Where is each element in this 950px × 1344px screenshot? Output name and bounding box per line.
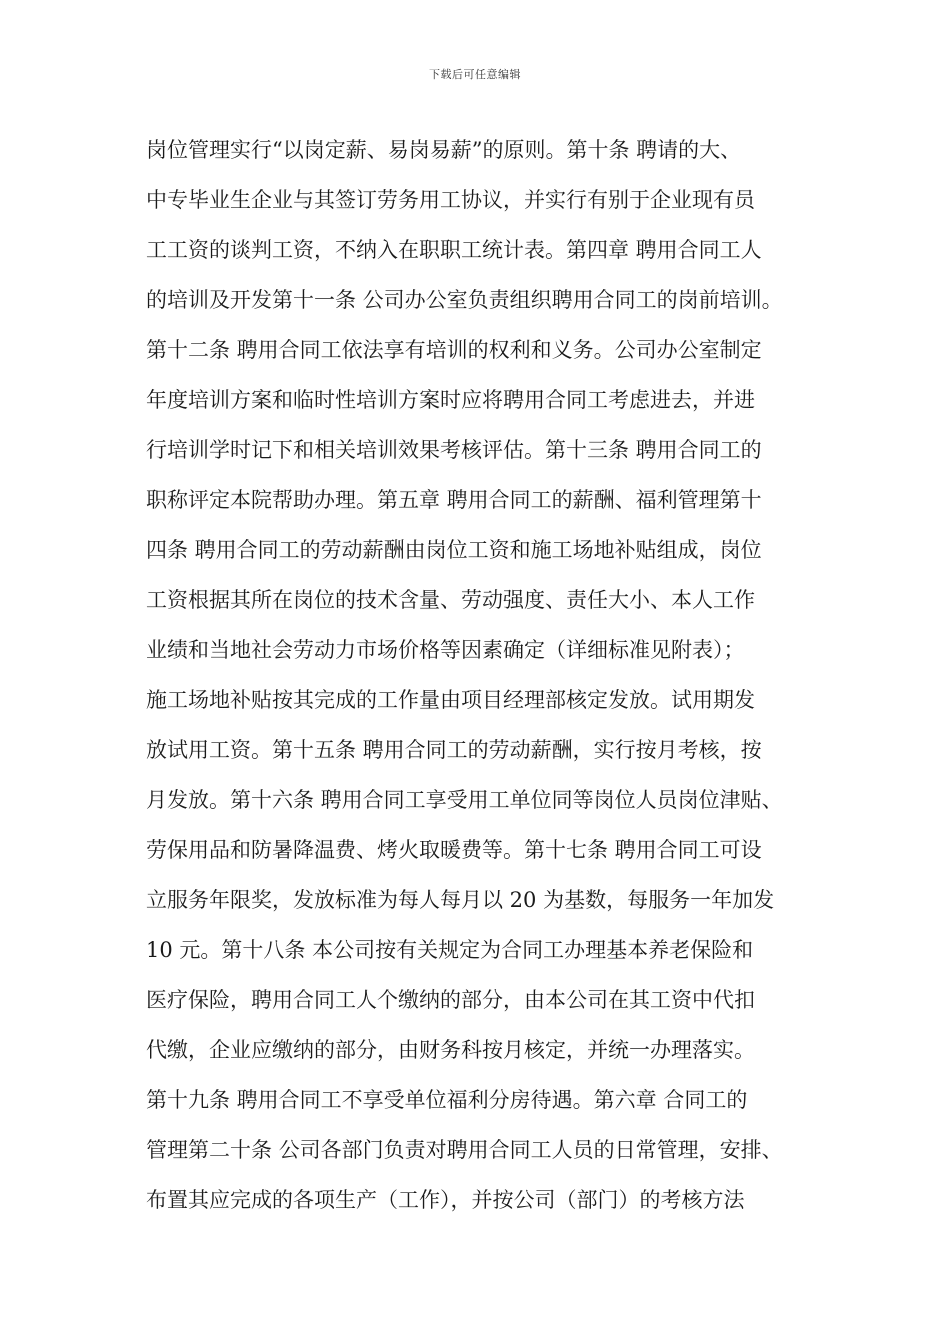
- text-line: 年度培训方案和临时性培训方案时应将聘用合同工考虑进去，并进: [146, 388, 755, 412]
- text-line: 施工场地补贴按其完成的工作量由项目经理部核定发放。试用期发: [146, 688, 755, 712]
- text-line: 第十二条 聘用合同工依法享有培训的权利和义务。公司办公室制定: [146, 338, 762, 362]
- text-line: 的培训及开发第十一条 公司办公室负责组织聘用合同工的岗前培训。: [146, 288, 783, 312]
- text-line: 10 元。第十八条 本公司按有关规定为合同工办理基本养老保险和: [146, 938, 754, 962]
- document-body: [146, 125, 826, 1225]
- text-line: 立服务年限奖，发放标准为每人每月以 20 为基数，每服务一年加发: [146, 888, 775, 912]
- text-line: 岗位管理实行“以岗定薪、易岗易薪”的原则。第十条 聘请的大、: [146, 138, 742, 162]
- text-line: 工资根据其所在岗位的技术含量、劳动强度、责任大小、本人工作: [146, 588, 755, 612]
- text-line: 第十九条 聘用合同工不享受单位福利分房待遇。第六章 合同工的: [146, 1088, 748, 1112]
- text-line: 业绩和当地社会劳动力市场价格等因素确定（详细标准见附表）；: [146, 638, 745, 662]
- text-line: 中专毕业生企业与其签订劳务用工协议，并实行有别于企业现有员: [146, 188, 755, 212]
- text-line: 劳保用品和防暑降温费、烤火取暖费等。第十七条 聘用合同工可设: [146, 838, 762, 862]
- text-line: 月发放。第十六条 聘用合同工享受用工单位同等岗位人员岗位津贴、: [146, 788, 783, 812]
- text-line: 四条 聘用合同工的劳动薪酬由岗位工资和施工场地补贴组成，岗位: [146, 538, 762, 562]
- text-line: 放试用工资。第十五条 聘用合同工的劳动薪酬，实行按月考核，按: [146, 738, 762, 762]
- text-line: 代缴，企业应缴纳的部分，由财务科按月核定，并统一办理落实。: [146, 1038, 755, 1062]
- text-line: 行培训学时记下和相关培训效果考核评估。第十三条 聘用合同工的: [146, 438, 762, 462]
- page-header: 下载后可任意编辑: [429, 68, 521, 81]
- text-line: 布置其应完成的各项生产（工作），并按公司（部门）的考核方法: [146, 1188, 745, 1212]
- text-line: 管理第二十条 公司各部门负责对聘用合同工人员的日常管理，安排、: [146, 1138, 783, 1162]
- text-line: 职称评定本院帮助办理。第五章 聘用合同工的薪酬、福利管理第十: [146, 488, 762, 512]
- text-line: 医疗保险，聘用合同工人个缴纳的部分，由本公司在其工资中代扣: [146, 988, 755, 1012]
- text-line: 工工资的谈判工资，不纳入在职职工统计表。第四章 聘用合同工人: [146, 238, 762, 262]
